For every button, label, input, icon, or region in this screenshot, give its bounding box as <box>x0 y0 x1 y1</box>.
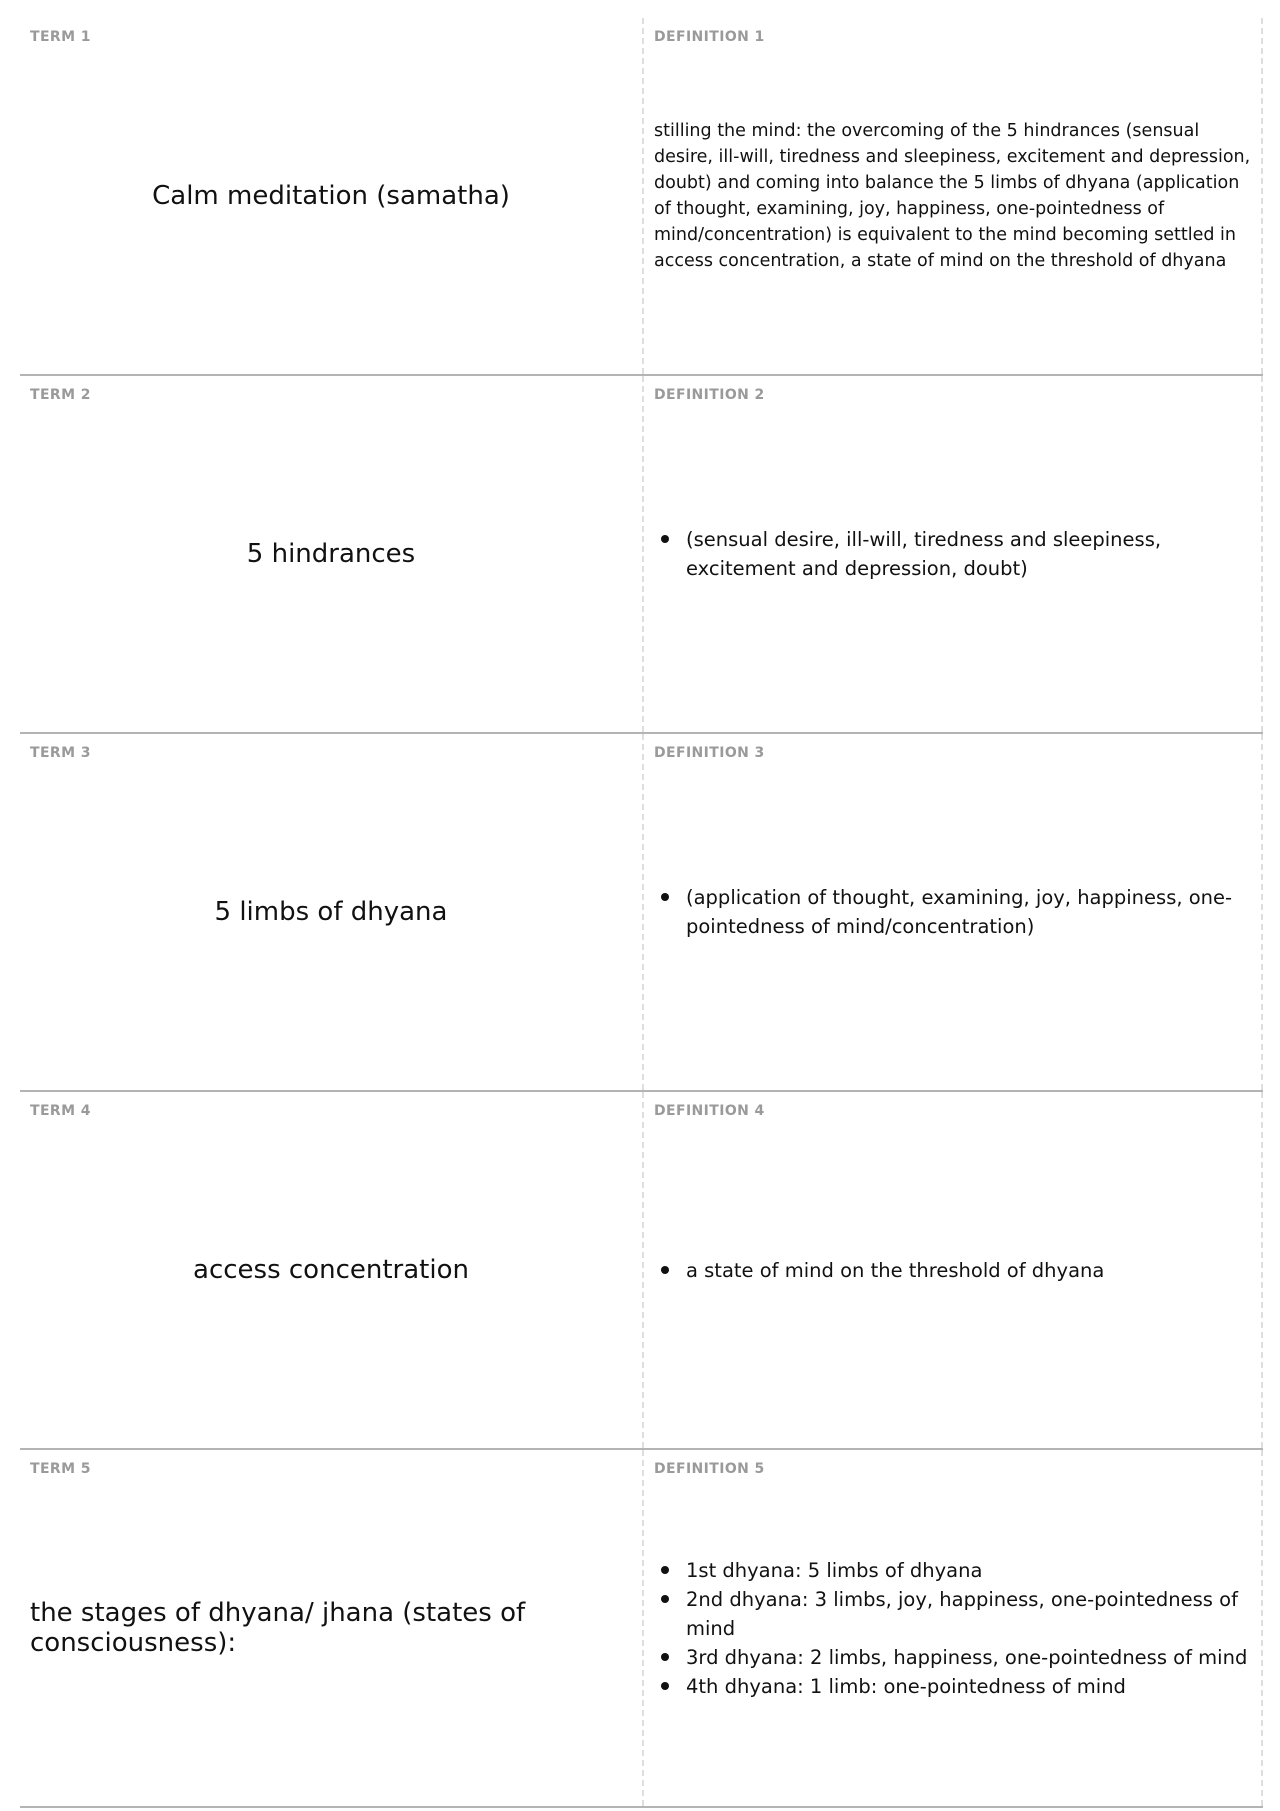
bullet-icon <box>661 535 669 543</box>
bullet-icon <box>661 1653 669 1661</box>
bullet-icon <box>661 1595 669 1603</box>
definition-cell <box>644 1450 1263 1806</box>
definition-body <box>644 18 1261 374</box>
bullet-icon <box>661 893 669 901</box>
flashcard-sheet <box>20 18 1263 1808</box>
term-body <box>20 1450 642 1806</box>
definition-label: DEFINITION 5 <box>654 1461 765 1477</box>
bullet-icon <box>661 1566 669 1574</box>
term-text: access concentration <box>193 1255 469 1285</box>
definition-label: DEFINITION 1 <box>654 29 765 45</box>
definition-label: DEFINITION 3 <box>654 745 765 761</box>
definition-body <box>644 734 1261 1090</box>
definition-body <box>644 376 1261 732</box>
card-row <box>20 1450 1263 1808</box>
list-item <box>654 525 1251 583</box>
term-label: TERM 1 <box>30 29 91 45</box>
term-body <box>20 1092 642 1448</box>
list-item-text: 1st dhyana: 5 limbs of dhyana <box>686 1558 983 1582</box>
definition-cell <box>644 376 1263 732</box>
bullet-icon <box>661 1266 669 1274</box>
definition-list <box>654 883 1251 941</box>
term-body <box>20 18 642 374</box>
term-label: TERM 5 <box>30 1461 91 1477</box>
list-item-text: a state of mind on the threshold of dhyana <box>686 1258 1105 1282</box>
term-label: TERM 4 <box>30 1103 91 1119</box>
definition-cell <box>644 1092 1263 1448</box>
definition-list <box>654 1556 1251 1701</box>
term-cell <box>20 1092 644 1448</box>
term-cell <box>20 734 644 1090</box>
term-text: the stages of dhyana/ jhana (states of consciousness): <box>30 1598 526 1658</box>
term-cell <box>20 376 644 732</box>
definition-body <box>644 1092 1261 1448</box>
term-text: 5 hindrances <box>246 539 416 569</box>
definition-label: DEFINITION 2 <box>654 387 765 403</box>
list-item-text: 4th dhyana: 1 limb: one-pointedness of mind <box>686 1674 1126 1698</box>
term-body <box>20 734 642 1090</box>
card-row <box>20 1092 1263 1450</box>
list-item-text: (sensual desire, ill-will, tiredness and sleepiness, excitement and depression, doubt) <box>686 528 1162 580</box>
term-cell <box>20 18 644 374</box>
list-item-text: (application of thought, examining, joy, happiness, one-pointedness of mind/concentration) <box>686 886 1233 938</box>
definition-list <box>654 1256 1104 1285</box>
definition-list <box>654 525 1251 583</box>
list-item <box>654 1643 1251 1672</box>
definition-label: DEFINITION 4 <box>654 1103 765 1119</box>
bullet-icon <box>661 1682 669 1690</box>
list-item <box>654 883 1251 941</box>
definition-body <box>644 1450 1261 1806</box>
term-label: TERM 3 <box>30 745 91 761</box>
card-row <box>20 18 1263 376</box>
list-item <box>654 1585 1251 1643</box>
list-item-text: 3rd dhyana: 2 limbs, happiness, one-pointedness of mind <box>686 1645 1248 1669</box>
list-item <box>654 1556 1251 1585</box>
list-item <box>654 1256 1104 1285</box>
card-row <box>20 376 1263 734</box>
card-row <box>20 734 1263 1092</box>
term-body <box>20 376 642 732</box>
definition-text: stilling the mind: the overcoming of the 5 hindrances (sensual desire, ill-will, tiredness and sleepiness, excitement and depression, doubt) and coming into balance the 5 limbs of dhyana (application of thought, examining, joy, happiness, one-pointedness of mind/concentration) is equivalent to the mind becoming settled in access concentration, a state of mind on the threshold of dhyana <box>654 121 1251 271</box>
term-label: TERM 2 <box>30 387 91 403</box>
term-text: Calm meditation (samatha) <box>152 181 510 211</box>
term-cell <box>20 1450 644 1806</box>
definition-cell <box>644 18 1263 374</box>
term-text: 5 limbs of dhyana <box>214 897 448 927</box>
list-item-text: 2nd dhyana: 3 limbs, joy, happiness, one-pointedness of mind <box>686 1587 1238 1640</box>
definition-cell <box>644 734 1263 1090</box>
list-item <box>654 1672 1251 1701</box>
